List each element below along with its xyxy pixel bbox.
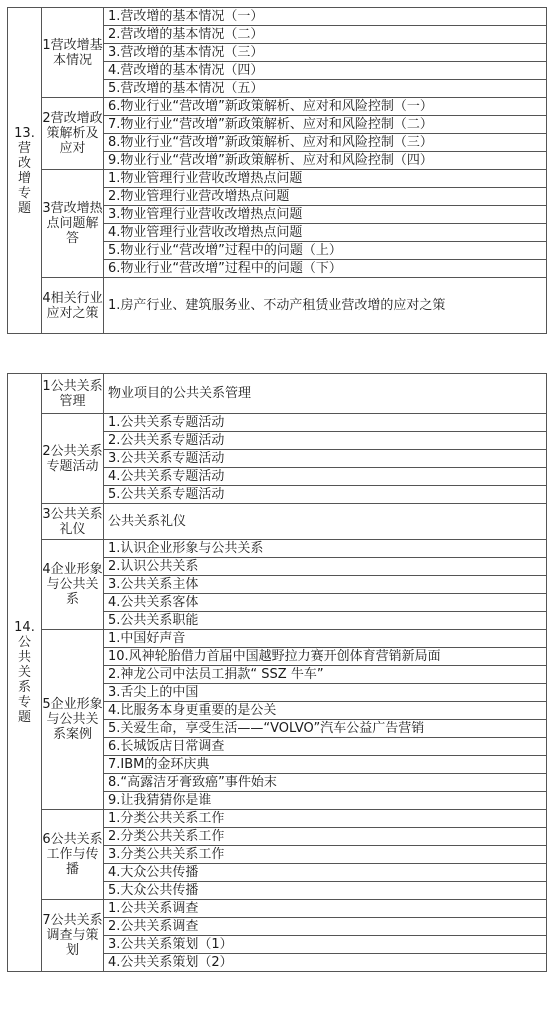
list-item: 4.营改增的基本情况（四） (104, 62, 547, 80)
group-label: 2公共关系专题活动 (42, 414, 104, 504)
group-label: 6公共关系工作与传播 (42, 810, 104, 900)
list-item: 5.物业行业“营改增”过程中的问题（上） (104, 242, 547, 260)
section-heading-cell (8, 8, 42, 334)
list-item: 1.公共关系专题活动 (104, 414, 547, 432)
list-item: 5.关爱生命，享受生活——“VOLVO”汽车公益广告营销 (104, 720, 547, 738)
list-item: 4.大众公共传播 (104, 864, 547, 882)
group-label: 4相关行业应对之策 (42, 278, 104, 334)
list-item: 5.大众公共传播 (104, 882, 547, 900)
table-row (8, 540, 547, 558)
list-item: 1.营改增的基本情况（一） (104, 8, 547, 26)
list-item: 9.让我猜猜你是谁 (104, 792, 547, 810)
group-label: 1营改增基本情况 (42, 8, 104, 98)
group-label: 7公共关系调查与策划 (42, 900, 104, 972)
list-item: 公共关系礼仪 (104, 504, 547, 540)
group-label: 1公共关系管理 (42, 374, 104, 414)
list-item: 5.营改增的基本情况（五） (104, 80, 547, 98)
list-item: 1.中国好声音 (104, 630, 547, 648)
list-item: 3.物业管理行业营收改增热点问题 (104, 206, 547, 224)
list-item: 1.房产行业、建筑服务业、不动产租赁业营改增的应对之策 (104, 278, 547, 334)
group-label: 2营改增政策解析及应对 (42, 98, 104, 170)
topic-table-body (8, 8, 547, 334)
list-item: 8.“高露洁牙膏致癌”事件始末 (104, 774, 547, 792)
topic-table-public-relations (7, 373, 547, 972)
group-label: 4企业形象与公共关系 (42, 540, 104, 630)
topic-table-body (8, 374, 547, 972)
list-item: 1.公共关系调查 (104, 900, 547, 918)
section-title: 营改增专题 (17, 140, 31, 216)
table-row (8, 630, 547, 648)
list-item: 1.认识企业形象与公共关系 (104, 540, 547, 558)
list-item: 5.公共关系专题活动 (104, 486, 547, 504)
list-item: 4.比服务本身更重要的是公关 (104, 702, 547, 720)
list-item: 2.分类公共关系工作 (104, 828, 547, 846)
table-row (8, 98, 547, 116)
topic-table-vat-reform (7, 7, 547, 334)
list-item: 3.分类公共关系工作 (104, 846, 547, 864)
list-item: 6.物业行业“营改增”过程中的问题（下） (104, 260, 547, 278)
group-label: 3营改增热点问题解答 (42, 170, 104, 278)
table-row (8, 374, 547, 414)
list-item: 2.神龙公司中法员工捐款“ SSZ 牛车” (104, 666, 547, 684)
list-item: 物业项目的公共关系管理 (104, 374, 547, 414)
table-row (8, 414, 547, 432)
list-item: 6.长城饭店日常调查 (104, 738, 547, 756)
list-item: 1.分类公共关系工作 (104, 810, 547, 828)
list-item: 10.风神轮胎借力首届中国越野拉力赛开创体育营销新局面 (104, 648, 547, 666)
table-row (8, 504, 547, 540)
section-number: 13. (14, 125, 35, 141)
table-row (8, 170, 547, 188)
list-item: 3.公共关系专题活动 (104, 450, 547, 468)
list-item: 2.物业管理行业营改增热点问题 (104, 188, 547, 206)
list-item: 5.公共关系职能 (104, 612, 547, 630)
table-row (8, 278, 547, 334)
list-item: 9.物业行业“营改增”新政策解析、应对和风险控制（四） (104, 152, 547, 170)
section-number: 14. (14, 620, 35, 635)
list-item: 3.公共关系策划（1） (104, 936, 547, 954)
table-row (8, 810, 547, 828)
list-item: 3.公共关系主体 (104, 576, 547, 594)
list-item: 3.营改增的基本情况（三） (104, 44, 547, 62)
section-title: 公共关系专题 (17, 635, 31, 725)
list-item: 4.公共关系客体 (104, 594, 547, 612)
list-item: 8.物业行业“营改增”新政策解析、应对和风险控制（三） (104, 134, 547, 152)
list-item: 4.公共关系专题活动 (104, 468, 547, 486)
table-row (8, 8, 547, 26)
list-item: 2.公共关系调查 (104, 918, 547, 936)
list-item: 3.舌尖上的中国 (104, 684, 547, 702)
list-item: 2.营改增的基本情况（二） (104, 26, 547, 44)
list-item: 1.物业管理行业营收改增热点问题 (104, 170, 547, 188)
list-item: 2.认识公共关系 (104, 558, 547, 576)
list-item: 2.公共关系专题活动 (104, 432, 547, 450)
group-label: 3公共关系礼仪 (42, 504, 104, 540)
table-row (8, 900, 547, 918)
list-item: 4.公共关系策划（2） (104, 954, 547, 972)
list-item: 7.物业行业“营改增”新政策解析、应对和风险控制（二） (104, 116, 547, 134)
list-item: 7.IBM的金环庆典 (104, 756, 547, 774)
section-heading-cell (8, 374, 42, 972)
list-item: 4.物业管理行业营收改增热点问题 (104, 224, 547, 242)
group-label: 5企业形象与公共关系案例 (42, 630, 104, 810)
list-item: 6.物业行业“营改增”新政策解析、应对和风险控制（一） (104, 98, 547, 116)
